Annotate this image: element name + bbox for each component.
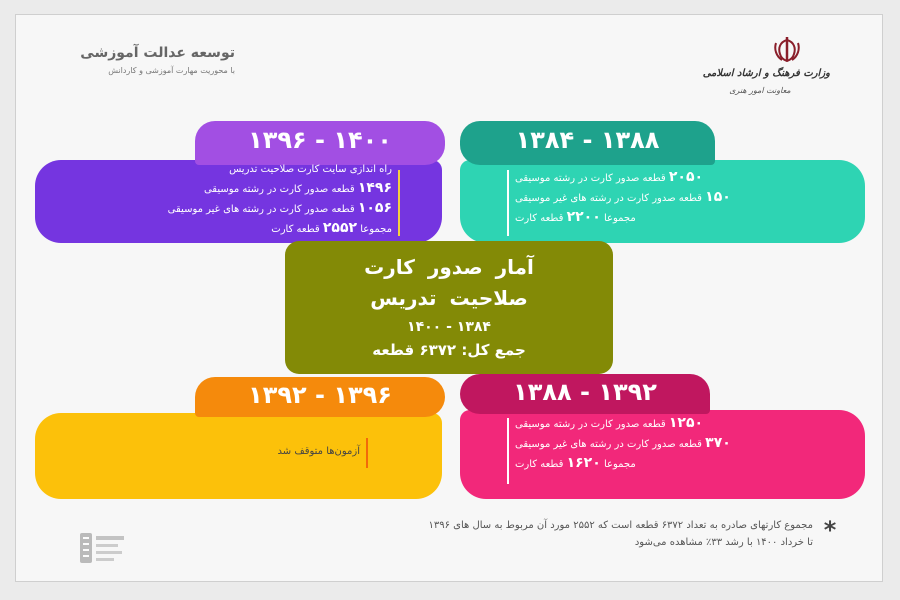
period-1384-1388-tab xyxy=(460,121,715,165)
period-1384-1388-line-1: ۲۰۵۰ قطعه صدور کارت در رشته موسیقی xyxy=(515,169,704,185)
center-total: جمع کل: ۶۳۷۲ قطعه xyxy=(372,341,526,359)
period-1396-1400-bar xyxy=(398,170,400,236)
period-1396-1400-line-3: ۱۰۵۶ قطعه صدور کارت در رشته های غیر موسیقی xyxy=(167,200,392,216)
site-watermark-logo xyxy=(78,530,128,568)
period-1392-1396-text xyxy=(200,443,360,461)
period-1392-1396-line-1: آزمون‌ها متوقف شد xyxy=(277,446,360,457)
header-left-title: توسعه عدالت آموزشی xyxy=(80,45,235,61)
period-1388-1392-title: ۱۳۸۸ - ۱۳۹۲ xyxy=(513,378,657,406)
period-1384-1388-text xyxy=(515,168,825,228)
period-1392-1396-bar xyxy=(366,438,368,468)
period-1396-1400-line-2: ۱۴۹۶ قطعه صدور کارت در رشته موسیقی xyxy=(203,180,392,196)
footnote-line-1: مجموع کارتهای صادره به تعداد ۶۳۷۲ قطعه است که ۲۵۵۲ مورد آن مربوط به سال های ۱۳۹۶ xyxy=(428,520,813,531)
period-1396-1400-tab xyxy=(195,121,445,165)
period-1392-1396-title: ۱۳۹۲ - ۱۳۹۶ xyxy=(248,381,392,409)
period-1396-1400-text xyxy=(110,161,392,239)
center-title-line-1: آمار صدور کارت xyxy=(364,255,534,279)
period-1384-1388-title: ۱۳۸۴ - ۱۳۸۸ xyxy=(515,126,660,154)
ministry-name: وزارت فرهنگ و ارشاد اسلامی xyxy=(702,68,830,79)
ministry-subtitle: معاونت امور هنری xyxy=(729,86,791,95)
period-1384-1388-bar xyxy=(507,170,509,236)
period-1384-1388-line-3: مجموعا ۲۲۰۰ قطعه کارت xyxy=(515,209,636,225)
footnote-line-2: تا خرداد ۱۴۰۰ با رشد ۳۳٪ مشاهده می‌شود xyxy=(634,537,813,548)
period-1388-1392-line-3: مجموعا ۱۶۲۰ قطعه کارت xyxy=(515,455,636,471)
period-1396-1400-line-1: راه اندازی سایت کارت صلاحیت تدریس xyxy=(229,164,392,175)
period-1388-1392-bar xyxy=(507,418,509,484)
period-1396-1400-title: ۱۳۹۶ - ۱۴۰۰ xyxy=(248,126,392,154)
iran-emblem-icon xyxy=(772,34,802,64)
period-1388-1392-tab xyxy=(460,374,710,414)
period-1392-1396-tab xyxy=(195,377,445,417)
period-1388-1392-line-1: ۱۲۵۰ قطعه صدور کارت در رشته موسیقی xyxy=(515,415,704,431)
period-1384-1388-line-2: ۱۵۰ قطعه صدور کارت در رشته های غیر موسیقی xyxy=(515,189,731,205)
center-range: ۱۳۸۴ - ۱۴۰۰ xyxy=(407,319,491,335)
center-title-line-2: صلاحیت تدریس xyxy=(370,286,528,310)
footnote-star-icon: * xyxy=(823,516,837,544)
header-left-subtitle: با محوریت مهارت آموزشی و کاردانش xyxy=(108,66,235,75)
period-1388-1392-line-2: ۳۷۰ قطعه صدور کارت در رشته های غیر موسیقی xyxy=(515,435,731,451)
period-1396-1400-line-4: مجموعا ۲۵۵۲ قطعه کارت xyxy=(271,220,392,236)
period-1388-1392-text xyxy=(515,414,825,474)
